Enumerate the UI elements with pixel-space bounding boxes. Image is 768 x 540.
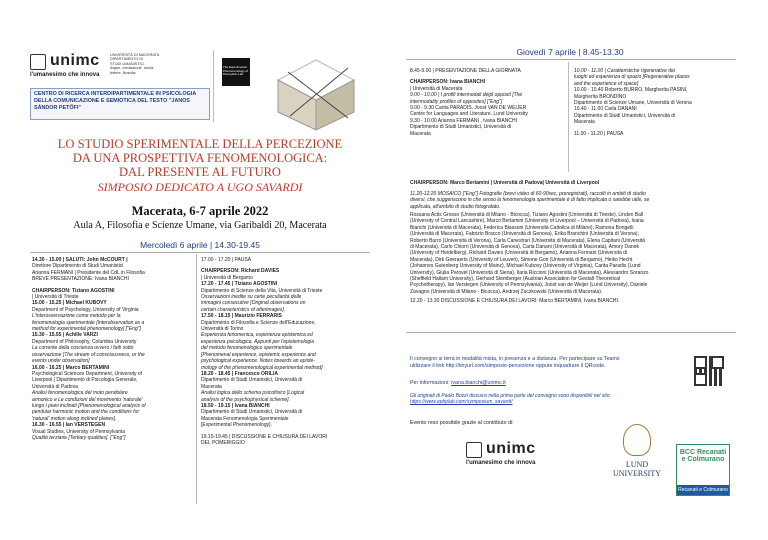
contact-email-link[interactable]: ivana.bianchi@unimc.it xyxy=(451,380,506,386)
title-line-1: LO STUDIO SPERIMENTALE DELLA PERCEZIONE xyxy=(57,137,343,151)
program-line: 14.30 - 15.00 | SALUTI: John McCOURT | xyxy=(32,257,128,263)
unimc-dept: UNIVERSITÀ DI MACERATA DIPARTIMENTO DI STUDI UMANISTICI lingue, mediazione, storia, lettere, filosofia xyxy=(110,53,160,75)
day1-column-right xyxy=(201,257,369,446)
program-line: analysis of the psychophysical scheme]. xyxy=(201,396,290,403)
program-line: lungo i piani inclinati [Phenomenological analysis of xyxy=(32,402,146,409)
lund-seal-icon xyxy=(623,424,651,456)
program-line: Università di Torino xyxy=(201,326,244,333)
program-line: CHAIRPERSON: Richard DAVIES xyxy=(201,268,280,275)
program-line: Department of Philosophy, Columbia University xyxy=(32,338,137,345)
program-line: Dipartimento di Studi Umanistici, Università di xyxy=(201,377,303,384)
program-line: Analisi fenomenologica del moto pendolare xyxy=(32,390,128,397)
text-line: 11.20-12.20 MOSAICO ["Eng"] Fotografie (brevi video di 60-90sec, preregistrati), raccolti in ambiti di studio xyxy=(410,191,646,197)
program-line: Psychological Sciences Department, University of xyxy=(32,370,143,377)
program-line: Macerata Fenomenologia Sperimentale xyxy=(201,415,289,422)
text-line: (University of Heidelberg), Richard Davies (Università di Bergamo), Arianna Fermani (Università di xyxy=(410,250,628,257)
program-line: immagini consecutive [Original observations on xyxy=(201,300,306,307)
text-line: diversi, che suggeriscono in che senso la fenomenologia sperimentale è di fatto implicata o sarebbe utile, se xyxy=(410,197,650,204)
qr-code-icon[interactable] xyxy=(694,356,724,386)
venue: Aula A, Filosofia e Scienze Umane, via Garibaldi 20, Macerata xyxy=(73,220,327,231)
program-line: Dipartimento di Scienze Umane, Università di Verona xyxy=(574,100,692,107)
program-line: 17.50 - 18.15 | Maurizio FERRARIS xyxy=(201,313,282,320)
chair2: CHAIRPERSON: Marco Bertamini | Università di Padova| Università di Liverpool xyxy=(410,180,600,186)
program-line: Dipartimento di Filosofia e Scienze dell'Educazione, xyxy=(201,319,316,326)
contact-label: Per informazioni: xyxy=(410,380,450,386)
program-line: Macerata xyxy=(410,130,431,137)
info xyxy=(410,356,690,369)
program-line: Direttore Dipartimento di Studi Umanistici xyxy=(32,263,124,270)
day2-header: Giovedì 7 aprile | 8.45-13.30 xyxy=(516,47,624,57)
sponsor-unimc-wordmark: unimc xyxy=(486,440,536,457)
program-line: 16.00 - 16.25 | Marco BERTAMINI xyxy=(32,364,110,371)
bcc-subtitle: Recanati e Colmurano xyxy=(678,487,728,493)
program-line: DEL POMERIGGIO xyxy=(201,439,245,446)
text-line: (University of Central Lancashire), Marco Bertamini (University of Liverpool – Università di Padova), Ivana xyxy=(410,218,644,225)
place-date: Macerata, 6-7 aprile 2022 xyxy=(131,204,269,218)
program-line: 15.00 - 15.25 | Michael KUBOVY xyxy=(32,300,107,307)
text-line: Psychotherapy), Ian Verstegen (University of Pennsylvania), Joost van de Weijer (Lund University), Daniele xyxy=(410,282,648,289)
unimc-tagline: l'umanesimo che innova xyxy=(30,72,100,78)
program-line: pendular harmonic motion and the conditions for xyxy=(32,409,140,416)
program-line: Liverpool | Dipartimento di Psicologia Generale, xyxy=(32,377,138,384)
text-line: (Johannes Gutenberg University of Mainz), Michael Kubovy (University of Virginia), Carita Paradis (Lund xyxy=(410,263,641,270)
program-line: Macerata xyxy=(574,119,595,126)
center-box: CENTRO DI RICERCA INTERDIPARTIMENTALE IN PSICOLOGIA DELLA COMUNICAZIONE E SEMIOTICA DEL TESTO "JANOS SÁNDOR PETŐFI" xyxy=(30,88,210,120)
day1-column-left xyxy=(32,257,194,441)
program-line: 11.00 - 11.20 | PAUSA xyxy=(574,130,624,137)
title xyxy=(30,137,370,179)
program-line: Dipartimento di Studi Umanistici, Università di xyxy=(410,124,512,131)
program-line: 18.50 - 19.15 | Ivana BIANCHI xyxy=(201,402,270,409)
info-line-2: utilizzare il link http://tinyurl.com/simposio-percezione oppure inquadrare il QRcode. xyxy=(410,362,606,369)
lund-name: LUND UNIVERSITY xyxy=(613,460,661,478)
sponsor-lund xyxy=(612,424,662,498)
program-line: Università di Padova xyxy=(32,383,78,390)
sponsor-unimc xyxy=(466,440,586,480)
program-line: 15.30 - 15.55 | Achille VARZI xyxy=(32,332,98,339)
title-line-2: DA UNA PROSPETTIVA FENOMENOLOGICA: xyxy=(72,151,328,165)
program-line: Margherita BRONDINO xyxy=(574,93,627,100)
sponsor-bcc xyxy=(676,444,730,496)
program-line: Dipartimento di Scienze della Vita, Università di Trieste xyxy=(201,287,323,294)
cube-graphic xyxy=(268,50,364,134)
program-line: Arianna FERMANI | Presidente del CdL in Filosofia xyxy=(32,269,145,276)
program-line: 18.20 - 18.45 | Francesco ORILIA xyxy=(201,370,278,377)
program-line: events under observation] xyxy=(32,358,90,365)
program-line: 9.00 - 9.30 Carita PARADIS, Joost VAN DE WEIJER xyxy=(410,105,527,112)
text-line: Roberto Burro (Università di Verona), Carla Canestrari (Università di Macerata), Elena Capitani (Università xyxy=(410,237,646,244)
program-line: [Experimental Phenomenology]. xyxy=(201,422,272,429)
program-line: BREVE PRESENTAZIONE: Ivana BIANCHI xyxy=(32,276,129,283)
bcc-logo-text: BCC Recanati e Colmurano xyxy=(679,449,727,463)
unimc-shield-icon-2 xyxy=(466,442,482,458)
program-line: 'natural' motion along inclined planes]. xyxy=(32,415,117,422)
mosaico xyxy=(410,191,740,210)
participants xyxy=(410,212,740,295)
text-line: University), Giulia Parovel (Università di Siena), Ilaria Riccioni (Università di Macerata), Alessandro Soranzo xyxy=(410,269,649,276)
unimc-wordmark: unimc xyxy=(50,52,100,69)
sponsor-unimc-tagline: l'umanesimo che innova xyxy=(466,460,536,466)
photo-note xyxy=(410,393,700,406)
photo-note-text: Gli originali di Paolo Bozzi discussi nella prima parte del convegno sono disponibili nel sito: xyxy=(410,393,611,399)
program-line: 19.15-19.45 | DISCUSSIONE E CHIUSURA DEI LAVORI xyxy=(201,433,328,440)
program-line: 17.20 - 17.45 | Tiziano AGOSTINI xyxy=(201,281,278,288)
program-line: | Università di Bergamo xyxy=(201,274,253,281)
sponsors-label: Evento reso possibile grazie al contributo di: xyxy=(410,420,514,426)
program-line: | Università di Macerata xyxy=(410,85,463,92)
program-line: 9.30 - 10.00 Arianna FERMANI , Ivana BIANCHI xyxy=(410,117,517,124)
program-line: CHAIRPERSON: Tiziano AGOSTINI xyxy=(32,287,115,294)
day1-header: Mercoledì 6 aprile | 14.30-19.45 xyxy=(140,240,260,250)
text-line: (Sheffield Hallam University), Gerhard Stemberger (Austrian Association for Gestalt Theoretical xyxy=(410,276,621,283)
program-line: Macerata xyxy=(201,383,222,390)
program-line: Esperienza fenomenica, esperienza epistemica ed xyxy=(201,332,313,339)
text-line: Zavagno (Università di Milano - Bicocca), Andrzej Zuczkowski (Università di Macerata). xyxy=(410,288,603,295)
program-line: Dipartimento di Studi Umanistici, Università di xyxy=(201,409,303,416)
program-line: mology of the phenomenological experimental method] xyxy=(201,364,323,371)
program-line: 16.30 - 16.55 | Ian VERSTEGEN xyxy=(32,422,106,429)
photo-link[interactable]: https://www.ephplab.com/symposium_savardi/ xyxy=(410,399,513,406)
program-line: 10.00 - 10.40 Roberto BURRO, Margherita PASINI, xyxy=(574,87,688,94)
program-line: Osservazioni inedite su certe peculiarità delle xyxy=(201,294,302,301)
program-line: intermodality profiles of opposites] ["Eng"] xyxy=(410,98,503,105)
program-line: 8.45-9.00 | PRESENTAZIONE DELLA GIORNATA xyxy=(410,68,521,74)
program-line: Department of Psychology, University of Virginia xyxy=(32,306,139,313)
program-line: Centre for Languages and Literature, Lund University xyxy=(410,111,528,118)
program-line: 10.00 - 11.00 | Caratteristiche rigenerative dei xyxy=(574,68,675,74)
text-line: di Macerata), Carlo Chiorri (Università di Genova), Carla Danani (Università di Macerata), Amory Danek xyxy=(410,244,639,251)
program-line: del metodo fenomenologico sperimentale xyxy=(201,345,293,352)
program-line: L'interosservazione come metodo per la xyxy=(32,313,121,320)
unimc-logo xyxy=(30,52,200,86)
program-line: fenomenologia sperimentale [Interobservation as a xyxy=(32,319,145,326)
program-line: 10.40 - 11.00 Carla DANANI xyxy=(574,106,637,113)
text-line: Macerata), Dirk Geeraerts (University of Leuven), Simone Gori (Università di Bergamo), Heiko Hecht xyxy=(410,256,633,263)
program-line: CHAIRPERSON: Ivana BIANCHI xyxy=(410,79,486,86)
program-line: osservazione [The stream of consciousness, or the xyxy=(32,351,145,358)
day2-column-right xyxy=(574,68,738,137)
program-line: and the experience of space] xyxy=(574,80,639,87)
program-line: luoghi ed esperienza di spazio [Regenerative places xyxy=(574,74,690,81)
program-line: Qualità terziarie [Tertiary qualities]. ["Eng"] xyxy=(32,434,126,441)
text-line: Bianchi (Università di Macerata), Federica Biassoni (Università Cattolica di Milano), Ramona Bongelli xyxy=(410,224,634,231)
title-line-3: DAL PRESENTE AL FUTURO xyxy=(119,165,281,179)
program-line: 9.00 - 10.00 | I profili intermodali degli opposti [The xyxy=(410,92,523,99)
contact xyxy=(410,380,690,387)
program-line: armonico e Le condizioni del movimento 'naturale' xyxy=(32,396,143,403)
program-line: psychological experience. Notes towards an episte- xyxy=(201,358,315,365)
program-line: La corrente della coscienza ovvero i fatti sotto xyxy=(32,345,134,352)
info-line-1: Il convegno si terrà in modalità mista, in presenza e a distanza. Per partecipare su Teams xyxy=(410,356,620,362)
program-line: | Università di Trieste xyxy=(32,294,79,301)
program-line: [Phenomenal experience, epistemic experience and xyxy=(201,351,316,358)
program-line: Analisi logica dello schema psicofisico [Logical xyxy=(201,390,305,397)
text-line: Rossana Actis Grosso (Università di Milano - Bicocca), Tiziano Agostini (Università di Trieste), Linden Ball xyxy=(410,212,644,218)
subtitle: SIMPOSIO DEDICATO A UGO SAVARDI xyxy=(97,180,303,194)
program-line: method for experimental phenomenology] ["Eng"] xyxy=(32,326,141,333)
closing: 12.20 - 13.30 DISCUSSIONE E CHIUSURA DEI LAVORI: Marco BERTAMINI, Ivana BIANCHI. xyxy=(410,298,620,304)
program-line: Visual Studies, University of Pennsylvania xyxy=(32,428,126,435)
program-line: esperienza psicologica. Appunti per l'epistemologia xyxy=(201,338,315,345)
unimc-shield-icon xyxy=(30,54,46,70)
program-line: 17.00 - 17.20 | PAUSA xyxy=(201,257,252,263)
text-line: (Università di Macerata), Fabrizio Bracco (Università di Genova), Erika Branchini (Università di Verona), xyxy=(410,231,639,238)
program-line: certain characteristics of afterimages]. xyxy=(201,306,286,313)
text-line: applicata, all'ambito di studio fotografato. xyxy=(410,203,501,210)
program-line: Dipartimento di Studi Umanistici, Università di xyxy=(574,112,676,119)
day2-column-left xyxy=(410,68,566,137)
lab-logo: The Experimental Phenomenology of Perception Lab xyxy=(222,58,262,98)
